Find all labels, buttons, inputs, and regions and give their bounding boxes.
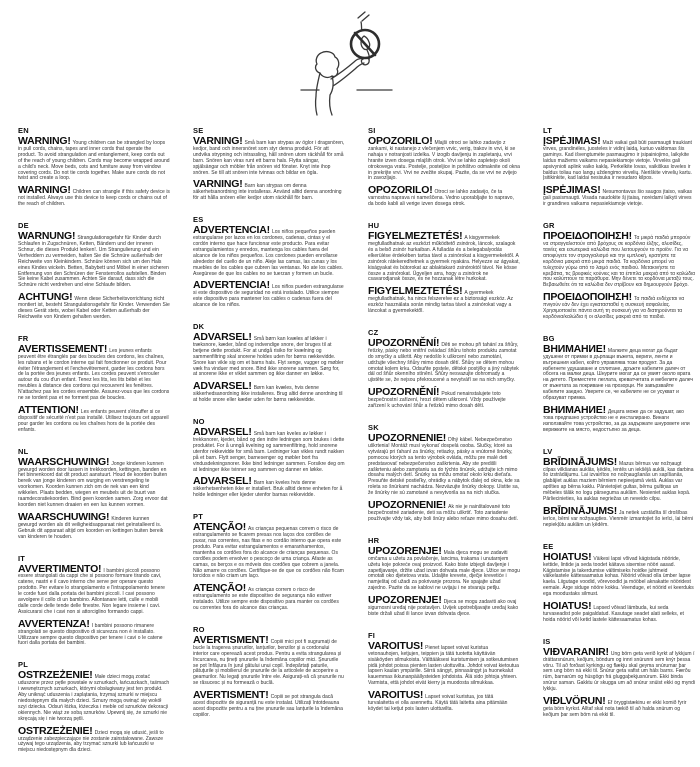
warning-heading: OSTRZEŻENIE! [18, 669, 93, 682]
warning-heading: UPOZORNĚNÍ! [368, 386, 440, 399]
language-section-de [18, 221, 170, 321]
warning-text: Les jeunes enfants peuvent être étranglés par des boucles des cordons, les chaînes, les rubans et le cordon interne qui fait fonctionner ce produit. Pour éviter l'étranglement et l'enchevêtrement, garder les cordons hors de la portée des jeunes enfants. Les cordes peuvent s'enrouler autour du cou d'un enfant. Tenez les lits, les lits bébé et les meubles à distance des cordons qui recouvrent les fenêtres. N'attachez pas les cordes ensemble. Assurez-vous que les cordons ne se tordent pas et ne forment pas de boucles. [18, 347, 170, 402]
warning-heading: UPOZORNENIE! [368, 499, 447, 512]
warning-text: Децата може да се задушат, ако това предпазно устройство не е инсталирано. Винаги използвайте това устройство, за да задържате шнуровете или верижките на място, недостъпно за деца. [543, 409, 690, 433]
language-code: FI [368, 630, 376, 640]
language-code: GR [543, 221, 555, 231]
language-section-en [18, 126, 170, 208]
warning-text: Ak nie je nainštalované toto bezpečnostné zariadenie, deti sa môžu uškrtiť. Toto zariadenie používajte vždy tak, aby boli šnúry alebo reťaze mimo dosahu detí. [368, 504, 519, 522]
warning-text: Copiii mici pot fi sugrumați de bucle la tragerea șnururilor, lanțurilor, benzilor și a cordonului interior care operează acest produs. Pentru a evita strangularea și încurcarea, nu țineți șnururile la îndemâna copiilor mici. Șnururile se pot înfășura în jurul gâtului unui copil. Îndepărtați paturile, pătuțurile și mobilierul de șnururile de la articolele de acoperire a geamurilor. Nu legați șnururile între ele. Asigurați-vă că șnururile nu se răsucesc și nu formează o buclă. [193, 638, 344, 687]
warning-paragraph [368, 432, 520, 497]
language-code: ES [193, 215, 204, 225]
warning-heading: AVVERTENZA! [18, 617, 90, 630]
language-section-fi [368, 631, 520, 713]
language-code: PT [193, 512, 203, 522]
warning-paragraph [18, 562, 170, 616]
warning-text: Copiii se pot strangula dacă acest dispozitiv de siguranță nu este instalat. Utilizați întotdeauna acest dispozitiv pentru a nu ține șnururile sau lanțurile la îndemâna copiilor. [193, 694, 343, 718]
warning-text: Děti se mohou při tahání za šňůry, řetízky, pásky nebo vnitřní ovládací šňůru tohoto produktu zamotat do smyčky a uškrtit. Aby nedošlo k uškrcení nebo zamotání, udržujte všechny šňůry mimo dosah dětí. Šňůry se dětem mohou omotat kolem krku. Odsuňte postele, dětské postýlky a jiný nábytek dál od šňůr okenního stínění. Šňůry nesvazujte dohromady a ujistěte se, že nejsou překroucené a nevytváří se na nich smyčky. [368, 341, 519, 384]
language-section-se [193, 126, 345, 202]
warning-paragraph [543, 504, 695, 529]
language-code: BG [543, 333, 555, 343]
warning-heading: WAARSCHUWING! [18, 510, 110, 523]
warning-heading: WARNING! [18, 184, 71, 197]
warning-paragraph [368, 336, 520, 384]
warning-paragraph [543, 342, 695, 402]
warning-paragraph [193, 380, 345, 404]
warning-paragraph [193, 689, 345, 719]
warning-text: Väikesi lapsi võivad kägistada nööride, kettide, lintide ja seda toodet käitava sisemise nööri aasad. Kägistamise ja takerdumise vältimiseks hoidke juhtmeid väikelastele kättesaamatus kohas. Nöörid võivad olla ümber lapse kaela. Liigutage voodid, võrevoodid ja mööbel aknakatte nööridest eemale. Ärge siduge nööre kokku. Veenduge, et nöörid ei keerduks ega moodustaks silmust. [543, 555, 694, 598]
warning-paragraph [368, 689, 520, 713]
warning-text: Les enfants peuvent s'étouffer si ce dispositif de sécurité n'est pas installé. Utilisez toujours cet appareil pour garder les cordons ou les chaînes hors de la portée des enfants. [18, 409, 169, 433]
warning-paragraph [18, 291, 170, 321]
language-code: HU [368, 221, 380, 231]
warning-paragraph [193, 582, 345, 612]
child-back [330, 76, 333, 115]
warning-heading: UPOZORENJE! [368, 544, 442, 557]
language-section-hr [368, 536, 520, 618]
language-code: SE [193, 126, 204, 135]
warning-paragraph [18, 669, 170, 722]
warning-text: As crianças pequenas correm o risco de estrangulamento se ficarem presas nos laços dos cordões de puxar, nas correntes, nas fitas e no cordão interno que opera este produto. Para evitar estrangulamentos e emaranhamentos, mantenha os cordões fora do alcance de crianças pequenas. Os cordões podem envolver o pescoço de uma criança. Afaste as camas, os berços e os móveis dos cordões que cobrem a janela. Não amarre os cordões. Certifique-se de que os cordões não ficam torcidos e não criam um laço. [193, 526, 344, 580]
warning-text: Los niños pequeños pueden estrangularse por lazos en los cordones, cadenas, cintas y el cordón interno que hace funcionar este producto. Para evitar estrangulamientos y enredos, mantenga los cables fuera del alcance de los niños pequeños. Los cordones pueden enrollarse alrededor del cuello de un niño. Aleje las camas, las cunas y los muebles de los cables que cubren las ventanas. No ate los cables. Asegúrese de que los cables no se tuerzan y formen un bucle. [193, 229, 344, 277]
warning-heading: WAARSCHUWING! [18, 455, 110, 468]
child-cord-hazard-illustration [288, 0, 428, 125]
language-code: EE [543, 541, 554, 551]
warning-paragraph [193, 224, 345, 277]
cord-strand-1 [358, 12, 365, 18]
language-section-lv [543, 447, 695, 529]
warning-heading: AVVERTIMENTO! [18, 562, 102, 575]
warning-heading: ADVARSEL! [193, 331, 252, 344]
warning-heading: VAROITUS! [368, 639, 424, 652]
language-section-it [18, 554, 170, 648]
warning-paragraph [543, 404, 695, 434]
warning-text: Lapset voivat kuristua, jos tätä turvalaitetta ei olla asennettu. Käytä tätä laitetta aina pitämään köydet tai ketjut pois lasten ulottuvilta. [368, 694, 508, 712]
child-front [316, 73, 320, 115]
warning-text: I bambini piccoli possono essere strangolati da cappi che si possono formare tirando cavi, catene, nastri e il cavo interno che serve per operare questo prodotto. Per evitare lo strangolamento e l'intrappolamento tenere le corde fuori dalla portata dei bambini piccoli. I cavi possono avvolgere il collo di un bambino. Allontanare letti, culle e mobili dalle corde delle tende delle finestre. Non legare insieme i cavi. Assicurarsi che i cavi non si attorciglino formando cappi. [18, 567, 165, 615]
language-section-nl [18, 447, 170, 541]
warning-paragraph [18, 617, 170, 648]
warning-heading: ĮSPĖJIMAS! [543, 184, 601, 197]
warning-paragraph [18, 135, 170, 182]
language-section-ro [193, 625, 345, 719]
language-section-si [368, 126, 520, 208]
warning-paragraph [368, 230, 520, 283]
warning-text: Maži vaikai gali būti pasmaugti traukiant virves, grandinėles, juosteles ir vidinį laidą, kuriuo valdomas šis gaminys. Kad išvengtumėte pasmaugimo ir įsipainiojimo, laikykite laidus mažiems vaikams nepasiekiamoje vietoje. Virvelės gali apsivynioti aplink vaiko kaklą. Perkelkite lovas, vaikiškas loveles ir baldus toliau nuo langų uždengimo virvelių. Neriškite virvelių kartu. Įsitikinkite, kad laidai nesisuka ir nesudaro kilpos. [543, 140, 692, 182]
language-code: PL [18, 660, 28, 670]
warning-paragraph [368, 285, 520, 315]
warning-text: Dlhý kábel. Nebezpečenstvo uškrtenia! Montáž musí vykonať dospelá osoba. Slučky, ktoré sa vytvárajú pri ťahaní za šnúrky, retiazky, pásky a vnútorné šnúrky, pomocou ktorých sa tento výrobok ovláda, môžu pre malé deti predstavovať nebezpečenstvo zaškrtenia. Aby ste predišli zaškrteniu alebo zamotaniu sa do týchto šnúrok, udržujte ich mimo dosahu malých detí. Šnúrky sa môžu omotať okolo krku dieťaťa. Presuňte detské postieľky, ohrádky a nábytok ďalej od okna, kde sa roleta so šnúrkami nachádza. Nezväzujte šnúrky dokopy. Uistite sa, že šnúrky nie sú zamotané a nevytvorila sa na nich slučka. [368, 437, 520, 497]
warning-paragraph [193, 331, 345, 378]
language-section-dk [193, 322, 345, 404]
warning-paragraph [18, 455, 170, 509]
warning-text: Ung börn geta verið kyrkt af lykkjum í dráttarsnúrum, keðjum, böndum og innri snúrunni sem knýr þessa vöru. Til að forðast kyrkingu og flækju skal geyma snúrurnar þar sem ung börn ná ekki til. Snúrur geta vafist um háls barns. Færðu rúm, barnarúm og húsgögn frá gluggaþekjusnúrum. Ekki binda snúrur saman. Gakktu úr skugga um að snúrur snúist ekki og myndi lykkju. [543, 650, 695, 693]
warning-text: Små børn kan kvæles af løkker i træksnore, kæder, bånd og indvendige snore, der bruges til at betjene dette produkt. For at undgå risiko for kvælning og sammenfiltring skal snorene holdes uden for børns rækkevidde. Snore kan vikle sig om et barns hals. Flyt senge, vugger og møbler væk fra vinduer med snore. Bind ikke snorene sammen. Sørg for, at snorene ikke er viklet sammen og ikke danner en løkke. [193, 336, 344, 378]
warning-heading: ĮSPĖJIMAS! [543, 135, 601, 147]
language-section-lt [543, 126, 695, 208]
warning-paragraph [18, 230, 170, 289]
warning-paragraph [193, 633, 345, 687]
warning-text: Los niños pueden estrangularse si este dispositivo de seguridad no está instalado. Utilice siempre este dispositivo para mantener los cables o cadenas fuera del alcance de los niños. [193, 284, 344, 309]
column [543, 126, 695, 767]
language-section-no [193, 417, 345, 499]
language-section-hu [368, 221, 520, 315]
warning-paragraph [193, 178, 345, 202]
warning-text: Djeca se mogu zadaviti ako ovaj sigurnosni uređaj nije postavljen. Uvijek upotrebljavajte uređaj kako biste držali užad ili lance izvan dohvata djece. [368, 599, 519, 617]
warning-paragraph [543, 230, 696, 289]
warning-heading: OPOZORILO! [368, 184, 433, 197]
warning-heading: VARNING! [193, 135, 243, 147]
warning-heading: WARNUNG! [18, 230, 76, 243]
warning-text: Young children can be strangled by loops in pull cords, chains, tapes and inner cords that operate the product. To avoid strangulation and entanglement, keep cords out of the reach of young children. Cords may become wrapped around a child's neck. Move beds, cots and furniture away from window covering cords. Do not tie cords together. Make sure cords do not twist and create a loop. [18, 140, 170, 182]
warning-heading: VARNING! [193, 178, 243, 191]
cord-strand-2 [362, 15, 369, 21]
warning-heading: AVERTISMENT! [193, 633, 269, 646]
warning-heading: ADVERTENCIA! [193, 224, 270, 237]
language-section-gr [543, 221, 695, 321]
warning-text: Nesumontavus šio saugos įtaiso, vaikas gali pasismaugti. Visada naudokite šį įtaisą, norėdami laikyti virves ir grandines vaikams nepasiekiamoje vietoje. [543, 189, 692, 208]
warning-heading: ATTENTION! [18, 404, 79, 416]
language-code: NL [18, 446, 29, 456]
warning-paragraph [368, 386, 520, 410]
warning-heading: ADVARSEL! [193, 380, 252, 393]
warning-text: Wenn diese Sicherheitsvorrichtung nicht montiert ist, besteht Strangulationsgefahr für Kinder. Verwenden Sie dieses Gerät stets, wobei Kabel oder Ketten außerhalb der Reichweite von Kindern gehalten werden. [18, 296, 170, 320]
warning-paragraph [18, 510, 170, 541]
warning-heading: ВНИМАНИЕ! [543, 404, 606, 416]
language-section-fr [18, 334, 170, 434]
warning-text: Pokud nenainstalujete toto bezpečnostní zařízení, hrozí dětem uškrcení. Vždy používejte zařízení k uchování šňůr a řetízků mimo dosah dětí. [368, 391, 506, 410]
language-section-pt [193, 512, 345, 612]
warning-heading: HOIATUS! [543, 550, 592, 563]
warning-text: Ef öryggistækinu er ekki komið fyrir geta börn kyrkst. Alltaf skal nota tækið til að halda snúrum og keðjum þar sem börn ná ekki til. [543, 700, 687, 718]
warning-heading: ВНИМАНИЕ! [543, 342, 606, 355]
warning-heading: ΠΡΟΕΙΔΟΠΟΙΗΣΗ! [543, 291, 632, 304]
warning-text: Малките деца могат да бъдат удушени от примки в дърпащи въжета, вериги, ленти и вътрешния кабел, който управлява този продукт. За да избегнете удушаване и сплитане, дръжте кабелите далеч от обсега на малки деца. Шнурите могат да се увият около врата на детето. Преместете леглата, креватчетата и мебелите далеч от въжетата за покриване на прозорци. Не завързвайте кабелите заедно. Уверете се, че кабелите не се усукват и образуват примка. [543, 347, 693, 402]
warning-text: Dzieci mogą się udusić, jeśli to urządzenie zabezpieczające nie zostanie zainstalowane. Zawsze używaj tego urządzenia, aby trzymać sznurki lub łańcuszki w miejscu niedostępnym dla dzieci. [18, 729, 164, 754]
warning-heading: ΠΡΟΕΙΔΟΠΟΙΗΣΗ! [543, 230, 632, 243]
warning-text: Barn kan kveles hvis denne sikkerhetsenheten ikke er installert. Bruk alltid denne enheten for å holde ledninger eller kjeder utenfor barnas rekkevidde. [193, 480, 343, 499]
warning-text: Barn kan strypas om denna säkerhetsanordning inte installeras. Använd alltid denna anordning för att hålla snören eller kedjor utom räckhåll för barn. [193, 183, 342, 202]
warning-paragraph [543, 695, 695, 719]
warning-heading: VAROITUS! [368, 689, 424, 702]
language-code: SI [368, 126, 376, 135]
language-code: IT [18, 553, 26, 563]
language-code: IS [543, 636, 551, 646]
warning-text: Małe dzieci mogą zostać uduszone przez pętle powstałe w sznurkach, łańcuszkach, taśmach i wewnętrznych sznurkach, którymi obsługiwany jest ten produkt. Aby uniknąć uduszenia i zaplątania, trzymaj sznurki w miejscu niedostępnym dla małych dzieci. Sznury mogą owinąć się wokół szyi dziecka. Odsuń łóżka, łóżeczka i meble od sznurków dekoracji okiennych. Nie wiąż ze sobą sznurków. Upewnij się, że sznurki nie skręcają się i nie tworzą pętli. [18, 674, 170, 722]
warning-paragraph [193, 521, 345, 580]
language-section-ee [543, 542, 695, 624]
warning-paragraph [193, 426, 345, 473]
language-section-sk [368, 423, 520, 523]
warning-paragraph [193, 475, 345, 499]
warning-text: Børn kan kvæles, hvis denne sikkerhedsanordning ikke installeres. Brug altid denne anordning til at holde snore eller kæder uden for børns rækkevidde. [193, 385, 343, 404]
language-code: FR [18, 333, 29, 343]
warning-heading: ATENÇÃO! [193, 582, 247, 595]
warning-heading: UPOZORNĚNÍ! [368, 336, 440, 349]
warning-text: Pienet lapset voivat kuristua vetonauhojen, ketjujen, teippien ja tätä tuotetta käyttävän sisäköyden silmukoista. Välttääksesi kuristumisen ja sotkeutumisen pidä johdot poissa pienten lasten ulottuvilta. Johdot voivat kietoutua lapsen kaulan ympärille. Siirrä sängyt, pinnasängyt ja huonekalut kauemmas ikkunanpäällysteiden johdoista. Älä sido johtoja yhteen. Varmista, että johdot eivät kierry ja muodosta silmukkaa. [368, 644, 519, 687]
warning-text: Children can strangle if this safety device is not installed. Always use this device to keep cords or chains out of the reach of children. [18, 189, 170, 208]
warning-paragraph [368, 135, 520, 182]
language-code: RO [193, 624, 205, 634]
warning-paragraph [193, 135, 345, 176]
warning-heading: FIGYELMEZTETÉS! [368, 230, 463, 243]
warning-text: Jonge kinderen kunnen gewurgd worden door lussen in trekkoorden, kettingen, banden en het binnenkoord dat dit product aanstuurt. Houd de koorden buiten bereik van jonge kinderen om wurging en verstrengeling te voorkomen. Koorden kunnen zich om de nek van een kind wikkelen. Plaats bedden, wiegen en meubels uit de buurt van raamdecoratiekoorden. Bind geen koorden samen. Zorg ervoor dat koorden niet kunnen draaien en een lus kunnen vormen. [18, 460, 168, 508]
warning-paragraph [543, 550, 695, 598]
warning-text: A gyermekek megfulladhatnak, ha nincs felszerelve ez a biztonsági eszköz. Az eszköz használata során mindig tartsa távol a zsinórokat vagy a láncokat a gyermekektől. [368, 290, 514, 315]
warning-heading: UPOZORENJE! [368, 594, 442, 607]
warning-text: Ja netiek uzstādīta šī drošības ierīce, bērni var nožņaugties. Vienmēr izmantojiet šo ierīci, lai bērni nepiekļūtu auklām un ķēdēm. [543, 509, 694, 528]
warning-paragraph [18, 342, 170, 402]
warning-paragraph [193, 279, 345, 309]
warning-text: Mlajši otroci se lahko zadavijo z zankami, ki nastanejo z vlečenjem vrvic, verig, trakov in vrvi, ki se nahaja v notranjosti izdelka. V izogib davljenju in zapletanju, vrvi hranite izven dosega mlajših otrok. Vrvi se lahko zapletejo okoli otrokovega vratu. Postelje, posteljice in pohištvo odmaknite od okna in prekrijte vrvi. Vrvi ne zvežite skupaj. Pazite, da se vrvi ne zvijejo in zavozljajo. [368, 140, 520, 182]
warning-paragraph [543, 600, 695, 624]
column [368, 126, 520, 767]
warning-paragraph [543, 645, 695, 693]
warning-paragraph [368, 544, 520, 592]
warning-paragraph [18, 184, 170, 208]
warning-heading: ADVARSEL! [193, 475, 252, 488]
language-code: NO [193, 417, 205, 427]
warning-heading: WARNING! [18, 135, 71, 147]
warning-paragraph [368, 184, 520, 208]
language-code: SK [368, 423, 379, 432]
language-code: LV [543, 446, 553, 456]
language-section-is [543, 637, 695, 719]
language-code: LT [543, 126, 553, 135]
warning-paragraph [543, 455, 695, 503]
warning-text: Små barn kan kveles av løkker i trekksnorer, kjeder, bånd og den indre ledningen som brukes i dette produktet. For å unngå kvelning og sammenfiltring, hold snorene utenfor rekkevidde for små barn. Ledninger kan vikles rundt nakken på et barn. Flytt senger, barnesenger og møbler bort fra vindusdekningsnorer. Ikke bind ledninger sammen. Forsikre deg om at ledninger ikke tvinner seg sammen og danner en løkke. [193, 431, 345, 473]
warning-heading: VIÐLVÖRUN! [543, 695, 606, 708]
warning-heading: AVERTISSEMENT! [18, 342, 108, 355]
warning-paragraph [368, 594, 520, 618]
warning-text: Mala djeca mogu se zadaviti omčama u užetu za povlačenje, lancima, trakama i unutarnjem užetu koje pokreće ovaj proizvod. Kako biste izbjegli davljenje i zapetljavanje, držite užad izvan dohvata male djece. Užice se mogu omotati oko djetetova vrata. Udaljite krevete, dječje krevetiće i namještaj od užadi za pokrivanje prozora. Ne spajajte užad zajedno. Pazite da se kablovi ne uvijaju i ne stvaraju petlju. [368, 549, 520, 592]
language-section-es [193, 215, 345, 309]
warning-heading: OPOZORILO! [368, 135, 433, 147]
warning-heading: HOIATUS! [543, 600, 592, 613]
warning-heading: BRĪDINĀJUMS! [543, 455, 618, 468]
warning-paragraph [543, 291, 695, 321]
warning-text: As crianças correm o risco de estrangulamento se este dispositivo de segurança não estiver instalado. Utilize sempre este dispositivo para manter os cordões ou correntes fora do alcance das crianças. [193, 587, 339, 612]
warning-heading: ADVERTENCIA! [193, 279, 270, 292]
language-section-cz [368, 328, 520, 410]
warning-heading: OSTRZEŻENIE! [18, 724, 93, 737]
warning-text: Små barn kan strypas av öglor i dragsnören, kedjor, band och innersnöret som styr denna produkt. För att undvika strypning och intrassling, håll snören utom räckhåll för små barn. Snören kan viras runt ett barns hals. Flytta sängar, spjälsängar och möbler från snören vid fönster. Knyt inte ihop snören. Se till att snören inte tvinnas och bildar en ögla. [193, 140, 345, 176]
warning-text: I bambini possono rimanere strangolati se questo dispositivo di sicurezza non è installato. Utilizzare sempre questo dispositivo per tenere i cavi o le catene fuori dalla portata dei bambini. [18, 622, 163, 647]
warning-paragraph [368, 499, 520, 523]
warning-text: Otroci se lahko zadavijo, če ta varnostna naprava ni nameščena. Vedno uporabljajte to napravo, da bodo kabli ali verige izven dosega otrok. [368, 189, 514, 208]
language-code: CZ [368, 327, 379, 337]
warning-heading: AVERTISMENT! [193, 689, 269, 702]
warning-paragraph [543, 135, 695, 182]
language-code: EN [18, 126, 29, 135]
warning-heading: ATENÇÃO! [193, 521, 247, 534]
warning-text: A kisgyermekek megfulladhatnak az eszközt működtető zsinórok, láncok, szalagok és a belső zsinór hurkaiban. A fulladás és a belegabalyodás elkerülése érdekében tartsa távol a zsinórokat a kisgyermekektől. A zsinórok rátekeredhetnek a gyermek nyakára. Helyezze az ágyakat, kiságyakat és bútorokat az ablaktakaró zsinóroktól távol. Ne kösse össze a zsinórokat. Ügyeljen arra, hogy a zsinórok ne csavarodjanak össze, és ne hozzanak létre hurkokat. [368, 235, 520, 283]
warning-paragraph [543, 184, 695, 208]
warning-text: Τα μικρά παιδιά μπορούν να στραγγαλιστούν από βρόχους σε κορδόνια έλξης, αλυσίδες, ταινίες και εσωτερικά καλώδια που λειτουργούν το προϊόν. Για να αποφύγετε τον στραγγαλισμό και την εμπλοκή, κρατήστε τα κορδόνια μακριά από μικρά παιδιά. Τα κορδόνια μπορεί να τυλιχτούν γύρω από το λαιμό ενός παιδιού. Μετακινήστε τα κρεβάτια, τις βρεφικές κούνιες και τα έπιπλα μακριά από τα καλώδια που καλύπτουν τα παράθυρα. Μην δένετε τα κορδόνια μεταξύ τους. Βεβαιωθείτε ότι τα καλώδια δεν στρίβουν και δημιουργούν βρόχο. [543, 235, 696, 289]
warning-paragraph [368, 639, 520, 687]
warning-text: Lapsed võivad lämbuda, kui seda turvaseadist pole paigaldatud. Kasutage seadet alati selleks, et hoida nöörid või ketid lastele kättesaamatus kohas. [543, 605, 684, 623]
warning-paragraph [18, 404, 170, 434]
column [18, 126, 170, 767]
warning-heading: FIGYELMEZTETÉS! [368, 285, 463, 298]
warning-heading: BRĪDINĀJUMS! [543, 504, 618, 517]
warning-text: Kinderen kunnen gewurgd worden als dit veiligheidsapparaat niet geïnstalleerd is. Gebruik dit apparaat altijd om koorden en kettingen buiten bereik van kinderen te houden. [18, 515, 164, 540]
language-section-pl [18, 660, 170, 754]
warning-text: Τα παιδιά ενδέχεται να πνιγούν εάν δεν έχει εγκατασταθεί η συσκευή ασφαλείας. Χρησιμοποιείτε πάντα αυτή τη συσκευή για να διατηρούνται τα κορδόνια/καλώδια ή οι αλυσίδες μακριά από τα παιδιά. [543, 296, 685, 320]
warning-heading: VIÐVARANIR! [543, 645, 609, 658]
child-head [316, 52, 339, 78]
language-code: DE [18, 221, 29, 231]
warning-paragraph [18, 724, 170, 755]
language-section-bg [543, 334, 695, 434]
warning-text: Mazus bērnus var nožņaugt cilpas vilkšanas auklās, ķēdēs, lentēs un iekšējā auklā, kas darbina šo izstrādājumu. Lai izvairītos no nožņaugšanās un sapīšanās, glabājiet auklas maziem bērniem nepieejamā vietā. Auklas var aptīties ap bērna kaklu. Pārvietojiet gultas, bērnu gultiņas un mēbeles tālāk no logu pārseguma auklām. Nesieniet auklas kopā. Pārliecinieties, ka auklas negriežas un neveido cilpu. [543, 460, 694, 503]
language-columns [18, 126, 695, 767]
column [193, 126, 345, 767]
warning-heading: ADVARSEL! [193, 426, 252, 439]
warning-heading: UPOZORNENIE! [368, 432, 447, 444]
language-code: DK [193, 322, 205, 332]
warning-text: Strangulationsgefahr für Kinder durch Schlaufen in Zugschnüren, Ketten, Bändern und der inneren Schnur, die dieses Produkt lenken!. Um Strangulierung und ein Verheddern zu vermeiden, halten Sie die Schnüre außerhalb der Reichweite von Kleinkindern. Schnüre können sich um den Hals eines Kindes wickeln. Betten, Babybett und Möbel in einer sicheren Entfernung von den Schnüren der Fensterrollos aufstellen. Binden Sie keine Kabel zusammen. Achten Sie darauf, dass sich die Schnüre nicht verdrehen und eine Schlaufe bilden. [18, 235, 169, 289]
language-code: HR [368, 535, 380, 545]
warning-heading: ACHTUNG! [18, 291, 73, 304]
